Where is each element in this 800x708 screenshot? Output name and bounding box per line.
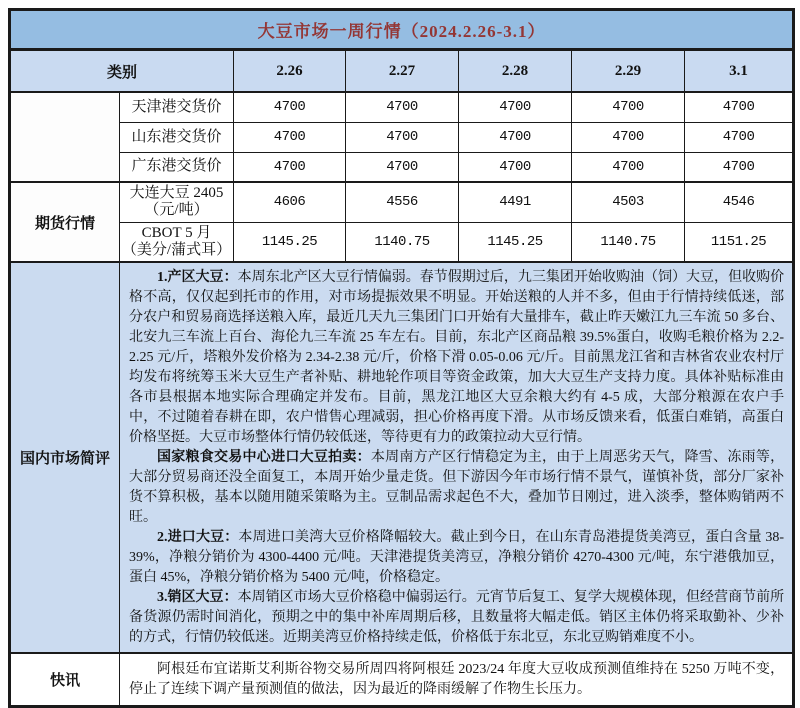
header-row	[10, 50, 794, 93]
review-paragraph-import	[129, 528, 784, 588]
date-header-5: 3.1	[685, 50, 794, 93]
price-cell: 4503	[572, 182, 685, 222]
price-cell: 4700	[572, 122, 685, 152]
row-label-line1: 大连大豆 2405	[129, 185, 224, 202]
paragraph-lead: 3.销区大豆：	[157, 590, 238, 605]
news-content	[120, 653, 794, 707]
review-section-label: 国内市场简评	[10, 262, 120, 653]
news-flash-row	[10, 653, 794, 707]
paragraph-lead: 国家粮食交易中心进口大豆拍卖：	[157, 450, 371, 465]
price-cell: 1145.25	[234, 222, 346, 262]
page-title: 大豆市场一周行情（2024.2.26-3.1）	[10, 10, 794, 50]
price-cell: 4700	[234, 152, 346, 182]
soybean-weekly-report	[8, 8, 795, 708]
price-cell: 4700	[459, 152, 572, 182]
table-row-tianjin	[10, 92, 794, 122]
row-label	[120, 182, 234, 222]
price-cell: 4700	[685, 92, 794, 122]
date-header-2: 2.27	[346, 50, 459, 93]
price-cell: 1145.25	[459, 222, 572, 262]
price-cell: 4700	[346, 92, 459, 122]
market-review-row	[10, 262, 794, 653]
price-cell: 4700	[459, 92, 572, 122]
row-label-line2: （元/吨）	[144, 202, 209, 219]
price-cell: 4700	[685, 122, 794, 152]
table-row-guangdong	[10, 152, 794, 182]
price-cell: 1151.25	[685, 222, 794, 262]
review-paragraph-production	[129, 268, 784, 448]
date-header-4: 2.29	[572, 50, 685, 93]
price-cell: 4700	[572, 92, 685, 122]
news-section-label: 快讯	[10, 653, 120, 707]
row-label: 山东港交货价	[120, 122, 234, 152]
table-row-dalian	[10, 182, 794, 222]
paragraph-text: 本周南方产区行情稳定为主，由于上周恶劣天气，降雪、冻雨等，大部分贸易商还没全面复工，本周开始少量走货。但下游因今年市场行情不景气，谨慎补货，部分厂家补货不算积极，基本以随用随采策略为主。豆制品需求起色不大，叠加节日刚过，进入淡季，整体购销两不旺。	[129, 450, 785, 525]
price-cell: 4700	[234, 122, 346, 152]
review-paragraph-sales	[129, 588, 784, 648]
row-label-line1: CBOT 5 月	[141, 224, 212, 241]
price-cell: 4700	[572, 152, 685, 182]
row-label: 天津港交货价	[120, 92, 234, 122]
spot-group-empty-cell	[10, 92, 120, 182]
price-cell: 4700	[234, 92, 346, 122]
paragraph-lead: 1.产区大豆：	[157, 270, 238, 285]
row-label-line2: （美分/蒲式耳）	[121, 241, 232, 258]
category-header: 类别	[10, 50, 234, 93]
review-content	[120, 262, 794, 653]
price-cell: 4700	[685, 152, 794, 182]
table-row-cbot	[10, 222, 794, 262]
price-cell: 4700	[459, 122, 572, 152]
soybean-weekly-table	[8, 8, 795, 708]
price-cell: 4491	[459, 182, 572, 222]
date-header-3: 2.28	[459, 50, 572, 93]
price-cell: 1140.75	[572, 222, 685, 262]
futures-group-label: 期货行情	[10, 182, 120, 262]
row-label	[120, 222, 234, 262]
paragraph-lead: 2.进口大豆：	[157, 530, 239, 545]
row-label: 广东港交货价	[120, 152, 234, 182]
price-cell: 4700	[346, 152, 459, 182]
table-row-shandong	[10, 122, 794, 152]
news-paragraph: 阿根廷布宜诺斯艾利斯谷物交易所周四将阿根廷 2023/24 年度大豆收成预测值维持在 5250 万吨不变，停止了连续下调产量预测值的做法，因为最近的降雨缓解了作物生长压力。	[129, 661, 785, 697]
review-paragraph-auction	[129, 448, 784, 528]
price-cell: 4700	[346, 122, 459, 152]
price-cell: 4556	[346, 182, 459, 222]
price-cell: 4546	[685, 182, 794, 222]
price-cell: 1140.75	[346, 222, 459, 262]
price-cell: 4606	[234, 182, 346, 222]
date-header-1: 2.26	[234, 50, 346, 93]
title-row	[10, 10, 794, 50]
paragraph-text: 本周销区市场大豆价格稳中偏弱运行。元宵节后复工、复学大规模体现，但经营商节前所备货源仍需时间消化，预期之中的集中补库周期后移，且数量将大幅走低。销区主体仍将采取勤补、少补的方式，行情仍较低迷。近期美湾豆价格持续走低，价格低于东北豆，东北豆购销难度不小。	[129, 590, 785, 645]
paragraph-text: 本周进口美湾大豆价格降幅较大。截止到今日，在山东青岛港提货美湾豆，蛋白含量 38-39%，净粮分销价为 4300-4400 元/吨。天津港提货美湾豆，净粮分销价 4270-4300 元/吨，东宁港俄加豆，蛋白 45%，净粮分销价格为 5400 元/吨，价格稳定。	[129, 530, 785, 585]
paragraph-text: 本周东北产区大豆行情偏弱。春节假期过后，九三集团开始收购油（饲）大豆，但收购价格不高，仅仅起到托市的作用，对市场提振效果不明显。开始送粮的人并不多，但由于行情持续低迷，部分农户和贸易商选择送粮入库，最近几天九三集团门口开始有大量排车，截止昨天嫩江九三车流 50 多台、北安九三车流上百台、海伦九三车流 25 车左右。目前，东北产区商品粮 39.5%蛋白，收购毛粮价格为 2.2-2.25 元/斤，塔粮外发价格为 2.34-2.38 元/斤，价格下滑 0.05-0.06 元/斤。目前黑龙江省和吉林省农业农村厅均发布将统筹玉米大豆生产者补贴、耕地轮作项目等资金政策，加大大豆生产支持力度。具体补贴标准由各市县根据本地实际合理确定并发布。目前，黑龙江地区大豆余粮大约有 4-5 成，大部分粮源在农户手中，不过随着春耕在即，农户惜售心理减弱，担心价格再度下滑。从市场反馈来看，低蛋白难销，高蛋白价格坚挺。大豆市场整体行情仍较低迷，等待更有力的政策拉动大豆行情。	[129, 270, 785, 445]
